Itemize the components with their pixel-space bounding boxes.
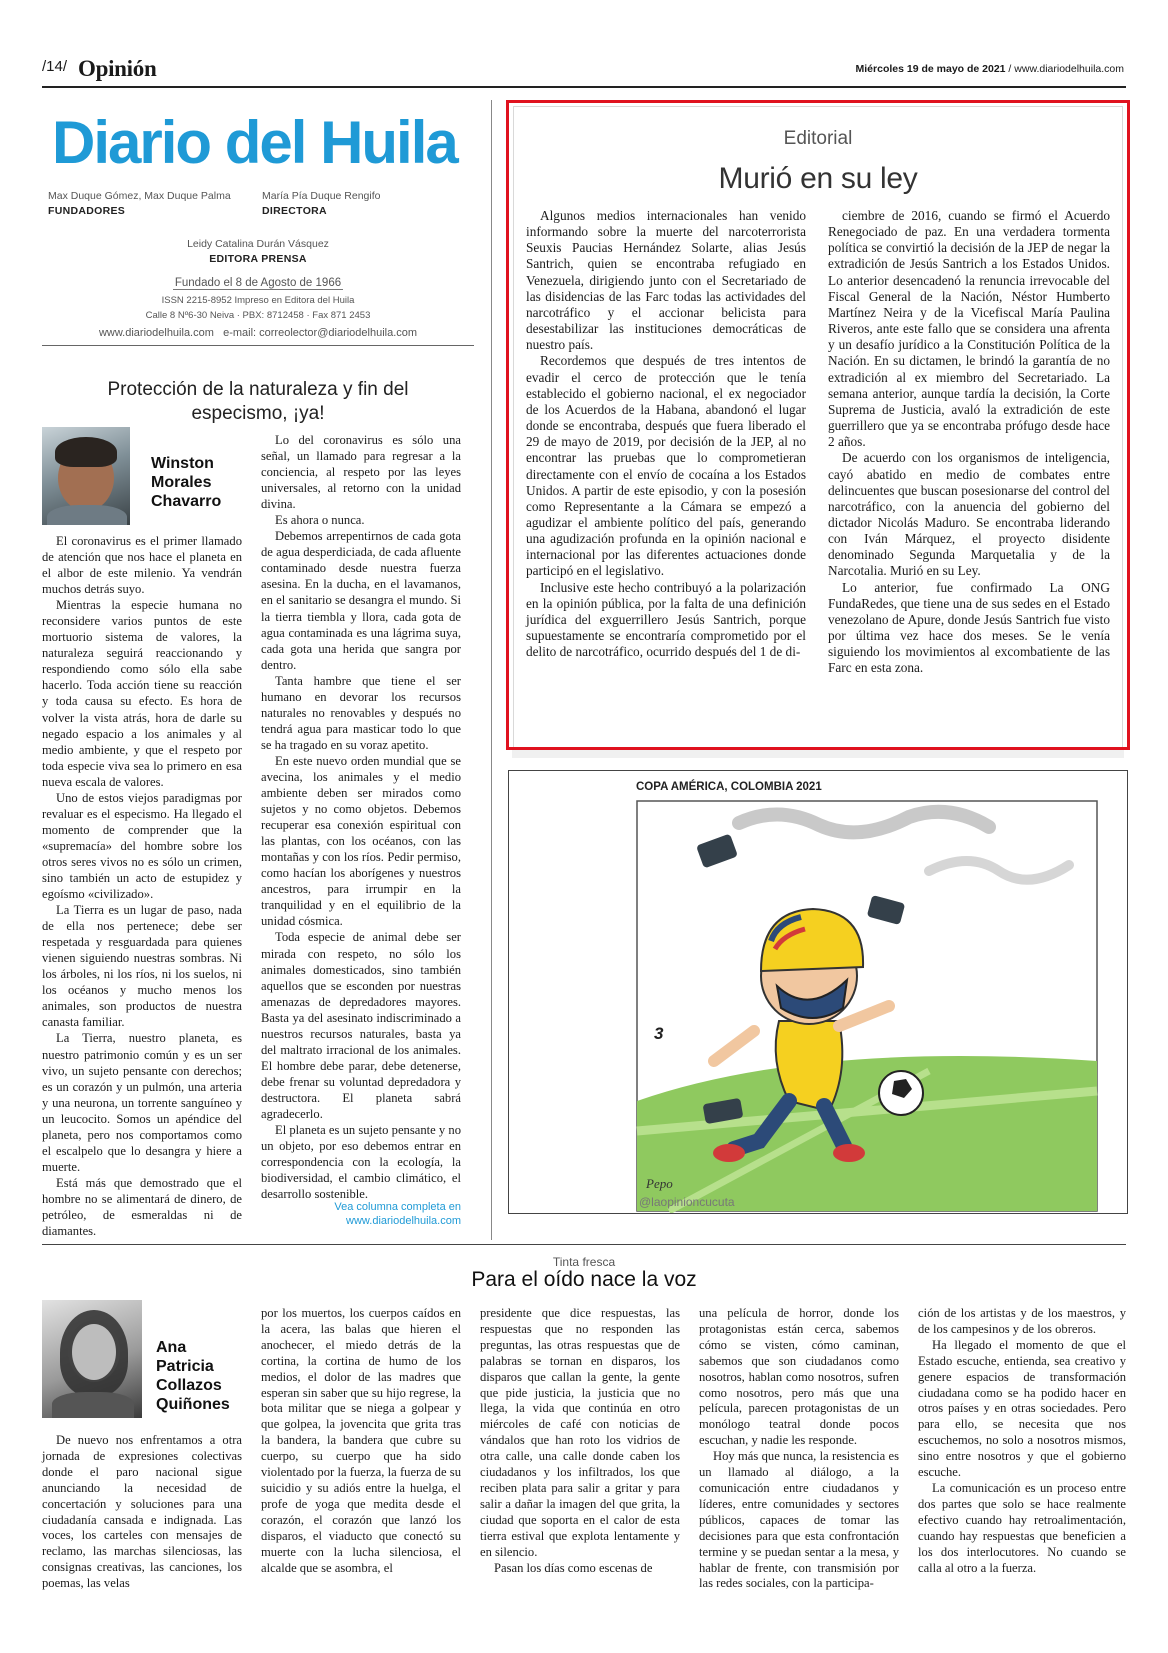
founders-names: Max Duque Gómez, Max Duque Palma bbox=[48, 190, 231, 202]
bottom-author-name: Ana Patricia Collazos Quiñones bbox=[156, 1339, 230, 1413]
page-number: /14/ bbox=[42, 58, 68, 75]
date-line bbox=[856, 63, 1124, 75]
cartoon-caption: COPA AMÉRICA, COLOMBIA 2021 bbox=[636, 781, 822, 793]
editor-name: Leidy Catalina Durán Vásquez bbox=[187, 238, 329, 250]
editorial-paragraph: Lo anterior, fue confirmado La ONG FundaRedes, que tiene una de sus sedes en el Estado venezolano de Apure, donde Jesús Santrich fue visto por última vez hace dos meses. Se le venía siguiendo los movimientos al excombatiente de las Farc en esta zona. bbox=[828, 579, 1110, 676]
header-website-link[interactable]: www.diariodelhuila.com bbox=[1014, 63, 1124, 75]
column-paragraph: Lo del coronavirus es sólo una señal, un llamado para regresar a la conciencia, al respeto por las leyes universales, al retorno con la unidad divina. bbox=[261, 433, 461, 512]
column-paragraph: Tanta hambre que tiene el ser humano en devorar los recursos naturales no renovables y después no tendrá agua para masticar todo lo que se ha tragado en su voraz apetito. bbox=[261, 673, 461, 752]
bottom-kicker: Tinta fresca bbox=[552, 1255, 616, 1269]
cartoon-signature: Pepo bbox=[646, 1176, 673, 1191]
director-name: María Pía Duque Rengifo bbox=[262, 190, 381, 202]
column-title: Protección de la naturaleza y fin del especismo, ¡ya! bbox=[107, 379, 409, 424]
address-line: Calle 8 Nº6-30 Neiva · PBX: 8712458 · Fax 871 2453 bbox=[145, 310, 371, 321]
author-name: Winston Morales Chavarro bbox=[151, 455, 222, 510]
column-text-col2 bbox=[261, 432, 461, 1202]
bottom-text-col2: por los muertos, los cuerpos caídos en la acera, las balas que hieren el anochecer, el miedo detrás de la cortina, la cortina de humo de los medios, el dolor de las madres que esperan sin saber que su hijo regrese, la bota militar que se niega a golpear y que golpea, la jovencita que grita tras la bandera, la bandera que cubre su cuerpo, su cuerpo que ha sido violentado por la fuerza, la fuerza de su suicidio y su adiós entre la huelga, el profe de yoga que medita desde el corazón, el corazón que lanzó los disparos, el viaducto que conectó su muerte con la lucha silenciosa, el alcalde que se asombra, el bbox=[261, 1306, 461, 1575]
issn-line: ISSN 2215-8952 Impreso en Editora del Huila bbox=[161, 295, 355, 306]
column-divider bbox=[491, 100, 492, 1240]
bottom-title: Para el oído nace la voz bbox=[471, 1268, 697, 1291]
cartoon-credit: @laopinioncucuta bbox=[639, 1195, 735, 1209]
editor-label: EDITORA PRENSA bbox=[209, 253, 307, 265]
masthead-rule bbox=[42, 345, 474, 346]
bottom-rule bbox=[42, 1244, 1126, 1245]
column-paragraph: La Tierra, nuestro planeta, es nuestro patrimonio común y es un ser vivo, un sujeto pensante con derechos; es un corazón y un pulmón, una arteria y una neurona, un torrente sanguíneo y un leucocito. Somos un apéndice del planeta, pero nos comportamos como el escalpelo que lo desangra y hiere a muerte. bbox=[42, 1031, 242, 1174]
author-photo bbox=[42, 427, 130, 525]
masthead-web-link[interactable]: www.diariodelhuila.com bbox=[98, 327, 214, 339]
column-paragraph: Toda especie de animal debe ser mirada con respeto, no sólo los animales domesticados, sino también aquellos que se esconden por nuestras amenazas de depredadores mayores. Basta ya del asesinato indiscriminado a nuestros recursos naturales, basta ya del maltrato irracional de los animales. El hombre debe parar, debe detenerse, debe frenar su voluntad depredadora y destructora. El planeta sabrá agradecerlo. bbox=[261, 930, 461, 1121]
column-text-col1 bbox=[42, 533, 242, 1239]
column-paragraph: La Tierra es un lugar de paso, nada de ella nos pertenece; debe ser respetada y resguardada para quienes vienen siguiendo nuestras sombras. Ni los árboles, ni los ríos, ni los suelos, ni los océanos y mucho menos los animales, son productos de nuestra canasta familiar. bbox=[42, 903, 242, 1030]
issue-date: Miércoles 19 de mayo de 2021 bbox=[855, 63, 1006, 75]
column-paragraph: Mientras la especie humana no reconsidere varios puntos de este mortuorio sistema de valores, la naturaleza seguirá reaccionando y respondiendo como sólo ella sabe hacerlo. Toda acción tiene su reacción y toda causa su efecto. Es hora de volver la vista atrás, hora de darle su negado espacio a los animales y al medio ambiente, y que el respeto por toda especie viva sea lo primero en esa nueva escala de valores. bbox=[42, 598, 242, 789]
editorial-paragraph: Algunos medios internacionales han venido informando sobre la muerte del narcoterrorista Seuxis Paucias Hernández Solarte, alias Jesús Santrich, quien se encontraba refugiado en Venezuela, dirigiendo junto con el Secretariado de las disidencias de las Farc todas las actividades del narcotráfico y el accionar belicista para desestabilizar las instituciones democráticas de nuestro país. bbox=[526, 208, 806, 353]
editorial-paragraph: ciembre de 2016, cuando se firmó el Acuerdo Renegociado de paz. En una verdadera tormenta política se convirtió la decisión de la JEP de negar la extradición de Jesús Santrich a los Estados Unidos. Lo anterior desencadenó la renuncia irrevocable del Fiscal General de la Nación, Néstor Humberto Martínez Neira y de la Vicefiscal María Paulina Riveros, ante este fallo que se considera una afrenta y un desafío jurídico a la Constitución Política de la Nación. En su dictamen, le brindó la garantía de no extradición al ex miembro del Secretariado. La semana anterior, aunque tardía la decisión, la Corte Suprema de Justicia, avaló la extradición de este guerrillero que ya se encontraba prófugo desde hace 2 años. bbox=[828, 208, 1110, 450]
column-paragraph: El coronavirus es el primer llamado de atención que nos hace el planeta en el albor de este milenio. Ya vendrán muchos detrás suyo. bbox=[42, 534, 242, 597]
column-paragraph: El planeta es un sujeto pensante y no un objeto, por eso debemos entrar en correspondencia con la ecología, la biodiversidad, el cambio climático, el desarrollo sostenible. bbox=[261, 1123, 461, 1202]
masthead-email-link[interactable]: e-mail: correolector@diariodelhuila.com bbox=[223, 327, 418, 339]
column-paragraph: Debemos arrepentirnos de cada gota de agua desperdiciada, de cada afluente contaminado desde nuestra fuerza asesina. En la ducha, en el lavamanos, en el sanitario se desangra el mundo. Si la tierra tiembla y llora, cada gota de agua contaminada es una lágrima suya, cada gota una herida que sangra por dentro. bbox=[261, 529, 461, 672]
cartoon-frame bbox=[508, 770, 1128, 1214]
founded-date: Fundado el 8 de Agosto de 1966 bbox=[174, 277, 342, 289]
column-paragraph: Está más que demostrado que el hombre no se alimentará de dinero, de petróleo, de esmeraldas ni de diamantes. bbox=[42, 1175, 242, 1239]
director-label: DIRECTORA bbox=[262, 205, 327, 217]
bottom-text-col4: una película de horror, donde los protagonistas están cerca, sabemos cómo se visten, cómo caminan, sabemos que son ciudadanos como nosotros, hablan como nosotros, sufren como nosotros, pero más que una película, parecen protagonistas de un monólogo teatral donde pocos escuchan, y nadie les responde. Hoy más que nunca, la resistencia es un llamado al diálogo, a la comunicación entre ciudadanos y líderes, entre comunidades y sectores públicos, capaces de tomar las decisiones para que esta confrontación termine y se puedan sentar a la mesa, y hablar de frente, con transmisión por las redes sociales, con la participa- bbox=[699, 1306, 899, 1591]
date-separator: / bbox=[1005, 63, 1015, 75]
cartoon-jersey-number: 3 bbox=[654, 1024, 664, 1043]
column-paragraph: En este nuevo orden mundial que se avecina, los animales y el medio ambiente deben ser mirados como sujetos y no como objetos. Debemos recuperar esa conexión espiritual con las plantas, con los océanos, con las montañas y con los ríos. Pedir permiso, como hacían los aborígenes y nuestros ancestros, para irrumpir en la tranquilidad y en el equilibrio de la unidad cósmica. bbox=[261, 753, 461, 929]
author-photo-bottom bbox=[42, 1300, 142, 1418]
bottom-text-col5: ción de los artistas y de los maestros, y de los campesinos y de los obreros. Ha llegado el momento de que el Estado escuche, entienda, sea creativo y genere espacios de transformación ciudadana como se ha podido hacer en otros países y en otras sociedades. Pero para ello, se necesita que nos escuchemos, no solo a nosotros mismos, sino entre nosotros y que el gobierno escuche. La comunicación es un proceso entre dos partes que solo se hace realmente efectivo cuando hay retroalimentación, cuando hay respuestas que beneficien a los dos interlocutores. No cuando se calla al otro a la fuerza. bbox=[918, 1306, 1126, 1575]
newspaper-logo: Diario del Huila bbox=[52, 109, 457, 176]
editorial-paragraph: Recordemos que después de tres intentos de evadir el cerco de protección que le tenía establecido el gobierno nacional, el ex negociador de los Acuerdos de la Habana, abandonó el lugar donde se encontraba, después que fuera liberado el 29 de mayo de 2019, por decisión de la JEP, al no encontrar las pruebas que lo comprometieran directamente con el envío de cocaína a los Estados Unidos. A partir de este episodio, y con la posesión como Representante a la Cámara se empezó a agudizar el ambiente político del país, generando una agudización profunda en la opinión nacional e internacional por las diferentes actuaciones donde participó en el legislativo. bbox=[526, 353, 806, 579]
editorial-text-col2 bbox=[828, 208, 1110, 677]
editorial-kicker: Editorial bbox=[783, 128, 853, 149]
bottom-text-col1: De nuevo nos enfrentamos a otra jornada de expresiones colectivas donde el paro nacional sigue anunciando la necesidad de concertación y soluciones para una ciudadanía cansada e indignada. Las voces, los carteles con mensajes de reclamo, las marchas silenciosas, las consignas creativas, las canciones, los poemas, las velas bbox=[42, 1433, 242, 1591]
cartoon-illustration bbox=[509, 771, 1128, 1214]
section-title: Opinión bbox=[78, 56, 157, 81]
column-paragraph: Uno de estos viejos paradigmas por revaluar es el especismo. Ha llegado el momento de comprender que la «supremacía» del hombre sobre los otros seres vivos no es sólo un crimen, sino también un acto de estupidez y egoísmo «civilizado». bbox=[42, 790, 242, 902]
bottom-text-col3: presidente que dice respuestas, las respuestas que no responden las preguntas, las otras respuestas que de palabras se tornan en disparos, los disparos que callan la gente, la gente que pide justicia, la justicia que no llega, la vida que continúa en otro miércoles de café con noticias de vándalos que han roto los vidrios de otra calle, una calle donde caben los ciudadanos y los infiltrados, los que reciben plata para salir a gritar y para salir a dañar la imagen del que grita, la ciudad que soporta en el calor de esta tierra estival que explota lentamente y en silencio. Pasan los días como escenas de bbox=[480, 1306, 680, 1575]
editorial-paragraph: De acuerdo con los organismos de inteligencia, cayó abatido en medio de combates entre delincuentes que buscan posesionarse del control del narcotráfico, con la anuencia del gobierno del dictador Nicolás Maduro. Se encontraba liderando con Iván Márquez, el proyecto disidente denominado Segunda Marquetalia y de la Narcotalia. Murió en su Ley. bbox=[828, 450, 1110, 579]
editorial-text-col1 bbox=[526, 208, 806, 660]
contact-line bbox=[42, 327, 474, 339]
header-rule bbox=[42, 86, 1126, 88]
column-paragraph: Es ahora o nunca. bbox=[275, 513, 365, 528]
founders-label: FUNDADORES bbox=[48, 205, 126, 217]
editorial-title: Murió en su ley bbox=[718, 162, 918, 195]
full-column-link[interactable]: Vea columna completa en www.diariodelhuila.com bbox=[334, 1201, 461, 1227]
editorial-paragraph: Inclusive este hecho contribuyó a la polarización en la opinión pública, por la falta de una definición jurídica del exguerrillero Jesús Santrich, porque supuestamente se encontraría comprometido por el delito de narcotráfico, ocurrido después del 1 de di- bbox=[526, 579, 806, 660]
